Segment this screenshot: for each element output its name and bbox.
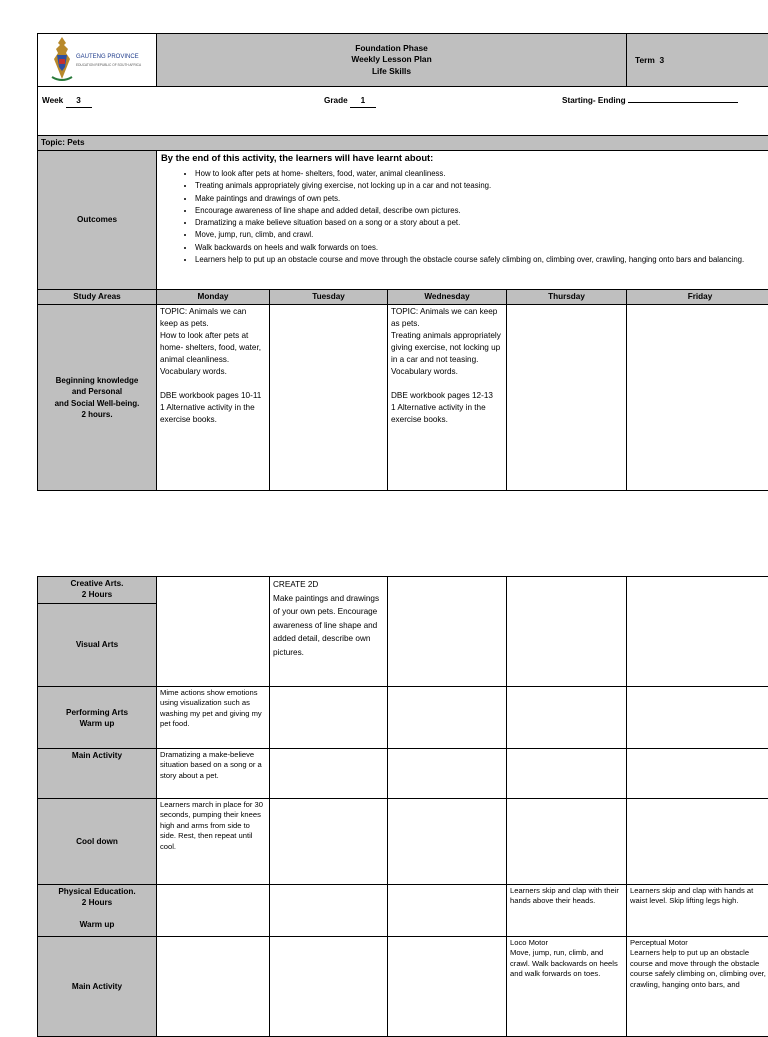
performing-arts-label: Performing Arts Warm up bbox=[38, 687, 157, 749]
outcomes-cell bbox=[157, 151, 768, 290]
grade-label: Grade bbox=[324, 96, 348, 105]
creative-arts-heading: Creative Arts. 2 Hours bbox=[38, 577, 157, 604]
bk-wednesday: TOPIC: Animals we can keep as pets. Treating animals appropriately giving exercise, not locking up in a car and not teasing. Vocabulary words. DBE workbook pages 12-13 1 Alternative activity in the exercise books. bbox=[388, 305, 507, 491]
gauteng-logo bbox=[38, 34, 156, 86]
grade-value: 1 bbox=[350, 95, 376, 108]
cool-down-wednesday bbox=[388, 799, 507, 885]
header-wednesday: Wednesday bbox=[388, 290, 507, 305]
ca-main-thursday bbox=[507, 749, 627, 799]
lesson-plan-table-bottom bbox=[37, 576, 768, 1037]
header-study-areas: Study Areas bbox=[38, 290, 157, 305]
outcome-item: • Dramatizing a make believe situation based on a song or a story about a pet. bbox=[195, 217, 768, 229]
topic-cell: Topic: Pets bbox=[38, 136, 768, 151]
outcome-item: • How to look after pets at home- shelters, food, water, animal cleanliness. bbox=[195, 168, 768, 180]
outcome-item: • Encourage awareness of line shape and added detail, describe own pictures. bbox=[195, 205, 768, 217]
term-label: Term bbox=[635, 55, 655, 65]
outcomes-label: Outcomes bbox=[38, 151, 157, 290]
cool-down-tuesday bbox=[270, 799, 388, 885]
starting-value bbox=[628, 102, 738, 103]
term-cell bbox=[627, 34, 768, 87]
outcome-item: • Walk backwards on heels and walk forwards on toes. bbox=[195, 242, 768, 254]
plan-title: Weekly Lesson Plan bbox=[160, 54, 623, 66]
phase-title: Foundation Phase bbox=[160, 43, 623, 55]
performing-tuesday bbox=[270, 687, 388, 749]
ca-wednesday bbox=[388, 577, 507, 687]
header-monday: Monday bbox=[157, 290, 270, 305]
performing-friday bbox=[627, 687, 768, 749]
performing-monday: Mime actions show emotions using visualization such as washing my pet and giving my pet food. bbox=[157, 687, 270, 749]
week-value: 3 bbox=[66, 95, 92, 108]
visual-arts-label: Visual Arts bbox=[38, 604, 157, 687]
ca-main-activity-label: Main Activity bbox=[38, 749, 157, 799]
pe-main-activity-label: Main Activity bbox=[38, 937, 157, 1037]
term-value: 3 bbox=[660, 55, 665, 65]
coat-of-arms-icon bbox=[50, 35, 74, 83]
bk-thursday bbox=[507, 305, 627, 491]
pe-main-tuesday bbox=[270, 937, 388, 1037]
pe-main-monday bbox=[157, 937, 270, 1037]
outcome-item: • Move, jump, run, climb, and crawl. bbox=[195, 229, 768, 241]
logo-title: GAUTENG PROVINCE bbox=[76, 54, 139, 60]
week-field bbox=[42, 95, 92, 108]
ca-main-monday: Dramatizing a make-believe situation based on a song or a story about a pet. bbox=[157, 749, 270, 799]
header-tuesday: Tuesday bbox=[270, 290, 388, 305]
outcome-item: • Treating animals appropriately giving exercise, not locking up in a car and not teasing. bbox=[195, 180, 768, 192]
bk-label: Beginning knowledge and Personal and Social Well-being. 2 hours. bbox=[38, 305, 157, 491]
ca-main-tuesday bbox=[270, 749, 388, 799]
pe-main-wednesday bbox=[388, 937, 507, 1037]
starting-field bbox=[562, 95, 738, 107]
header-thursday: Thursday bbox=[507, 290, 627, 305]
ca-tuesday: CREATE 2D Make paintings and drawings of your own pets. Encourage awareness of line shape and added detail, describe own pictures. bbox=[270, 577, 388, 687]
pe-main-friday: Perceptual Motor Learners help to put up an obstacle course and move through the obstacle course safely climbing on, climbing over, crawling, hanging onto bars, and bbox=[627, 937, 768, 1037]
logo-cell bbox=[38, 34, 157, 87]
pe-warm-wednesday bbox=[388, 885, 507, 937]
week-label: Week bbox=[42, 96, 63, 105]
pe-warm-friday: Learners skip and clap with hands at waist level. Skip lifting legs high. bbox=[627, 885, 768, 937]
pe-warm-monday bbox=[157, 885, 270, 937]
ca-thursday bbox=[507, 577, 627, 687]
cool-down-friday bbox=[627, 799, 768, 885]
pe-warm-tuesday bbox=[270, 885, 388, 937]
bk-monday: TOPIC: Animals we can keep as pets. How to look after pets at home- shelters, food, water, animal cleanliness. Vocabulary words. DBE workbook pages 10-11 1 Alternative activity in the exercise books. bbox=[157, 305, 270, 491]
outcomes-intro: By the end of this activity, the learners will have learnt about: bbox=[161, 152, 768, 164]
header-friday: Friday bbox=[627, 290, 768, 305]
logo-subtitle: EDUCATION REPUBLIC OF SOUTH AFRICA bbox=[76, 64, 141, 68]
cool-down-thursday bbox=[507, 799, 627, 885]
bk-friday bbox=[627, 305, 768, 491]
outcomes-list bbox=[161, 168, 768, 266]
ca-main-wednesday bbox=[388, 749, 507, 799]
lesson-plan-table-top bbox=[37, 33, 768, 491]
outcome-item: • Learners help to put up an obstacle course and move through the obstacle course safely climbing on, climbing over, crawling, hanging onto bars and balancing. bbox=[195, 254, 768, 266]
cool-down-label: Cool down bbox=[38, 799, 157, 885]
pe-warm-thursday: Learners skip and clap with their hands above their heads. bbox=[507, 885, 627, 937]
pe-main-thursday: Loco Motor Move, jump, run, climb, and crawl. Walk backwards on heels and walk forwards on toes. bbox=[507, 937, 627, 1037]
performing-wednesday bbox=[388, 687, 507, 749]
ca-main-friday bbox=[627, 749, 768, 799]
bk-tuesday bbox=[270, 305, 388, 491]
pe-label: Physical Education. 2 Hours Warm up bbox=[38, 885, 157, 937]
performing-thursday bbox=[507, 687, 627, 749]
ca-friday bbox=[627, 577, 768, 687]
week-row bbox=[38, 87, 768, 136]
subject-title: Life Skills bbox=[160, 66, 623, 78]
plan-title-cell bbox=[157, 34, 627, 87]
starting-label: Starting- Ending bbox=[562, 96, 626, 105]
grade-field bbox=[324, 95, 376, 108]
outcome-item: • Make paintings and drawings of own pets. bbox=[195, 193, 768, 205]
ca-monday bbox=[157, 577, 270, 687]
cool-down-monday: Learners march in place for 30 seconds, pumping their knees high and arms from side to side. Rest, then repeat until cool. bbox=[157, 799, 270, 885]
